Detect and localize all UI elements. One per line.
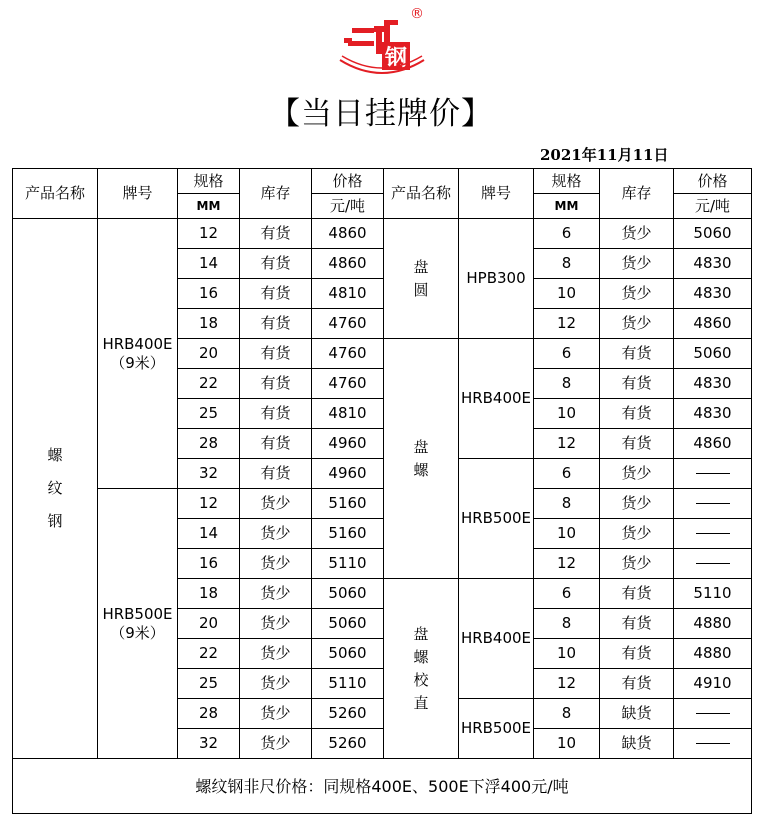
spec-cell: 6 xyxy=(534,459,600,489)
price-cell: 4830 xyxy=(674,369,752,399)
spec-cell: 12 xyxy=(534,429,600,459)
spec-cell: 12 xyxy=(534,669,600,699)
header-price: 价格 xyxy=(312,169,384,194)
no-price-dash xyxy=(696,743,730,744)
spec-cell: 25 xyxy=(178,669,240,699)
spec-cell: 32 xyxy=(178,459,240,489)
stock-cell: 货少 xyxy=(240,549,312,579)
header-product-name: 产品名称 xyxy=(13,169,98,219)
stock-cell: 货少 xyxy=(600,309,674,339)
spec-cell: 28 xyxy=(178,429,240,459)
no-price-dash xyxy=(696,473,730,474)
stock-cell: 货少 xyxy=(240,699,312,729)
stock-cell: 有货 xyxy=(240,279,312,309)
price-cell: 5060 xyxy=(312,639,384,669)
spec-cell: 10 xyxy=(534,639,600,669)
registered-mark: ® xyxy=(410,6,424,22)
table-row xyxy=(13,489,752,519)
brand-cell: HRB400E xyxy=(459,579,534,699)
spec-cell: 6 xyxy=(534,579,600,609)
spec-cell: 20 xyxy=(178,339,240,369)
price-cell: 5160 xyxy=(312,519,384,549)
stock-cell: 有货 xyxy=(600,639,674,669)
stock-cell: 货少 xyxy=(600,459,674,489)
price-cell: 4830 xyxy=(674,399,752,429)
price-cell xyxy=(674,699,752,729)
spec-cell: 20 xyxy=(178,609,240,639)
price-cell: 4960 xyxy=(312,429,384,459)
price-cell: 4830 xyxy=(674,279,752,309)
spec-cell: 32 xyxy=(178,729,240,759)
header-stock: 库存 xyxy=(600,169,674,219)
stock-cell: 货少 xyxy=(600,489,674,519)
price-cell xyxy=(674,729,752,759)
price-cell: 4830 xyxy=(674,249,752,279)
header-price-unit: 元/吨 xyxy=(312,194,384,219)
price-cell: 4760 xyxy=(312,309,384,339)
spec-cell: 16 xyxy=(178,549,240,579)
no-price-dash xyxy=(696,713,730,714)
price-cell: 5110 xyxy=(312,669,384,699)
spec-cell: 8 xyxy=(534,489,600,519)
stock-cell: 缺货 xyxy=(600,699,674,729)
stock-cell: 有货 xyxy=(240,249,312,279)
header-spec: 规格 xyxy=(534,169,600,194)
stock-cell: 有货 xyxy=(240,399,312,429)
stock-cell: 货少 xyxy=(240,729,312,759)
spec-cell: 12 xyxy=(534,309,600,339)
stock-cell: 有货 xyxy=(240,429,312,459)
company-logo xyxy=(336,8,428,84)
stock-cell: 有货 xyxy=(240,339,312,369)
spec-cell: 14 xyxy=(178,519,240,549)
product-name-coil: 盘 螺 xyxy=(384,339,459,579)
price-cell: 4860 xyxy=(312,249,384,279)
price-cell: 4760 xyxy=(312,339,384,369)
product-name-rebar: 螺 纹 钢 xyxy=(13,219,98,759)
header-spec-unit: MM xyxy=(178,194,240,219)
svg-text:钢: 钢 xyxy=(384,46,408,71)
spec-cell: 8 xyxy=(534,369,600,399)
spec-cell: 14 xyxy=(178,249,240,279)
stock-cell: 有货 xyxy=(600,339,674,369)
price-cell: 5060 xyxy=(312,609,384,639)
spec-cell: 28 xyxy=(178,699,240,729)
product-name-coil: 盘 圆 xyxy=(384,219,459,339)
stock-cell: 有货 xyxy=(600,579,674,609)
brand-cell: HRB500E （9米） xyxy=(98,489,178,759)
stock-cell: 货少 xyxy=(240,519,312,549)
stock-cell: 货少 xyxy=(600,549,674,579)
page-title: 【当日挂牌价】 xyxy=(269,96,493,132)
stock-cell: 有货 xyxy=(600,429,674,459)
no-price-dash xyxy=(696,563,730,564)
stock-cell: 有货 xyxy=(240,459,312,489)
spec-cell: 22 xyxy=(178,369,240,399)
spec-cell: 12 xyxy=(178,219,240,249)
spec-cell: 10 xyxy=(534,729,600,759)
stock-cell: 货少 xyxy=(240,639,312,669)
price-cell: 5110 xyxy=(674,579,752,609)
header-price: 价格 xyxy=(674,169,752,194)
footer-note: 螺纹钢非尺价格：同规格400E、500E下浮400元/吨 xyxy=(13,759,752,814)
price-cell: 5060 xyxy=(674,219,752,249)
stock-cell: 货少 xyxy=(240,579,312,609)
stock-cell: 货少 xyxy=(600,279,674,309)
header-stock: 库存 xyxy=(240,169,312,219)
stock-cell: 货少 xyxy=(240,669,312,699)
spec-cell: 12 xyxy=(534,549,600,579)
product-name-coil: 盘 螺 校 直 xyxy=(384,579,459,759)
stock-cell: 货少 xyxy=(600,219,674,249)
brand-cell: HRB500E xyxy=(459,699,534,759)
spec-cell: 6 xyxy=(534,219,600,249)
spec-cell: 10 xyxy=(534,279,600,309)
price-table xyxy=(12,168,752,814)
stock-cell: 有货 xyxy=(240,369,312,399)
price-cell: 5260 xyxy=(312,729,384,759)
price-cell: 5260 xyxy=(312,699,384,729)
stock-cell: 缺货 xyxy=(600,729,674,759)
header-product-name: 产品名称 xyxy=(384,169,459,219)
stock-cell: 有货 xyxy=(600,609,674,639)
price-cell: 5110 xyxy=(312,549,384,579)
price-cell: 4760 xyxy=(312,369,384,399)
price-cell: 4810 xyxy=(312,279,384,309)
price-cell xyxy=(674,519,752,549)
price-cell: 5060 xyxy=(312,579,384,609)
header-spec: 规格 xyxy=(178,169,240,194)
price-cell xyxy=(674,489,752,519)
price-cell: 4880 xyxy=(674,609,752,639)
price-cell: 4960 xyxy=(312,459,384,489)
price-cell xyxy=(674,549,752,579)
spec-cell: 10 xyxy=(534,519,600,549)
spec-cell: 8 xyxy=(534,699,600,729)
header-spec-unit: MM xyxy=(534,194,600,219)
stock-cell: 货少 xyxy=(240,609,312,639)
spec-cell: 18 xyxy=(178,579,240,609)
price-cell: 4910 xyxy=(674,669,752,699)
no-price-dash xyxy=(696,503,730,504)
spec-cell: 12 xyxy=(178,489,240,519)
stock-cell: 货少 xyxy=(240,489,312,519)
no-price-dash xyxy=(696,533,730,534)
stock-cell: 有货 xyxy=(600,369,674,399)
price-cell: 4860 xyxy=(312,219,384,249)
header-brand: 牌号 xyxy=(98,169,178,219)
stock-cell: 货少 xyxy=(600,249,674,279)
header-price-unit: 元/吨 xyxy=(674,194,752,219)
header-brand: 牌号 xyxy=(459,169,534,219)
stock-cell: 货少 xyxy=(600,519,674,549)
spec-cell: 25 xyxy=(178,399,240,429)
brand-cell: HPB300 xyxy=(459,219,534,339)
price-cell: 4860 xyxy=(674,429,752,459)
spec-cell: 8 xyxy=(534,249,600,279)
stock-cell: 有货 xyxy=(240,309,312,339)
spec-cell: 10 xyxy=(534,399,600,429)
brand-cell: HRB500E xyxy=(459,459,534,579)
brand-cell: HRB400E xyxy=(459,339,534,459)
table-row xyxy=(13,219,752,249)
price-cell: 4860 xyxy=(674,309,752,339)
stock-cell: 有货 xyxy=(600,399,674,429)
brand-cell: HRB400E （9米） xyxy=(98,219,178,489)
spec-cell: 22 xyxy=(178,639,240,669)
price-cell xyxy=(674,459,752,489)
spec-cell: 18 xyxy=(178,309,240,339)
stock-cell: 有货 xyxy=(600,669,674,699)
price-cell: 5060 xyxy=(674,339,752,369)
price-date: 2021年11月11日 xyxy=(540,146,669,164)
price-cell: 5160 xyxy=(312,489,384,519)
stock-cell: 有货 xyxy=(240,219,312,249)
price-cell: 4880 xyxy=(674,639,752,669)
spec-cell: 6 xyxy=(534,339,600,369)
price-cell: 4810 xyxy=(312,399,384,429)
spec-cell: 8 xyxy=(534,609,600,639)
spec-cell: 16 xyxy=(178,279,240,309)
